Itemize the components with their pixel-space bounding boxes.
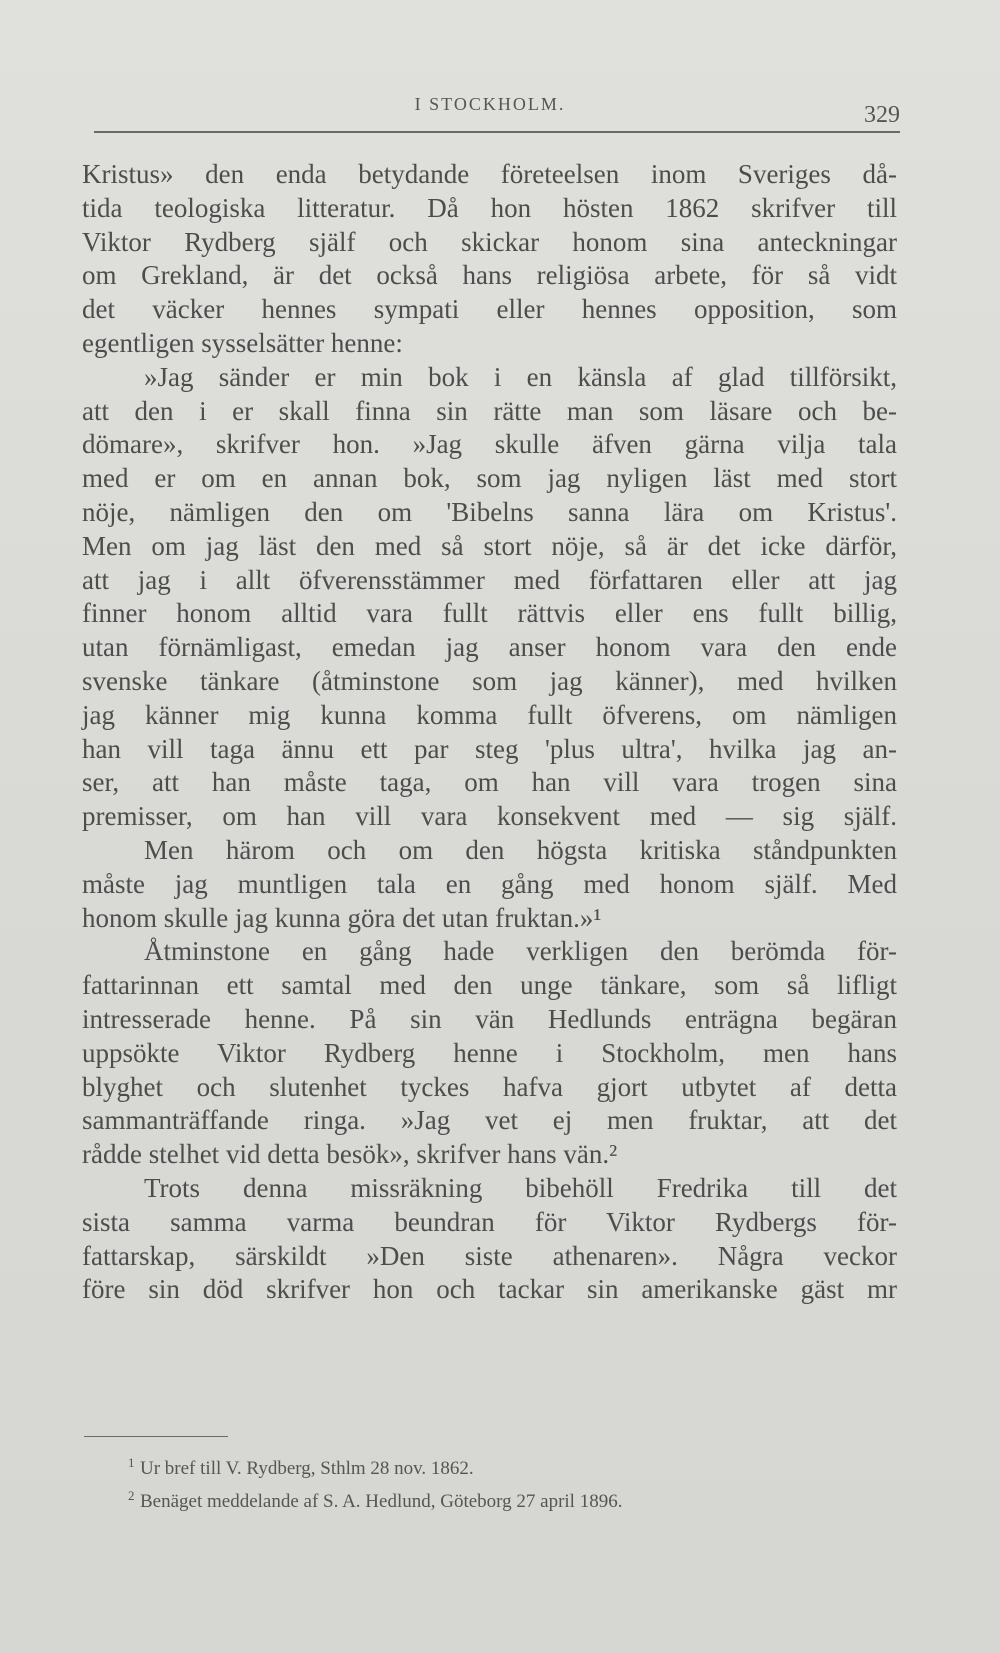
text-line: nöje, nämligen den om 'Bibelns sanna lära om Kristus'. bbox=[82, 496, 897, 527]
text-line: intresserade henne. På sin vän Hedlunds enträgna begäran bbox=[82, 1003, 897, 1034]
text-line: premisser, om han vill vara konsekvent med — sig själf. bbox=[82, 801, 897, 832]
text-line: svenske tänkare (åtminstone som jag känner), med hvilken bbox=[82, 665, 897, 696]
text-line: fattarinnan ett samtal med den unge tänkare, som så lifligt bbox=[82, 970, 897, 1001]
text-line: Trots denna missräkning bibehöll Fredrika till det bbox=[144, 1172, 897, 1203]
text-line: egentligen sysselsätter henne: bbox=[82, 327, 403, 358]
text-line: måste jag muntligen tala en gång med honom själf. Med bbox=[82, 868, 897, 899]
text-line: med er om en annan bok, som jag nyligen läst med stort bbox=[82, 463, 897, 494]
text-line: »Jag sänder er min bok i en känsla af glad tillförsikt, bbox=[144, 361, 897, 392]
footnote-marker: 2 bbox=[128, 1488, 135, 1503]
text-line: om Grekland, är det också hans religiösa arbete, för så vidt bbox=[82, 260, 897, 291]
footnote-text: Ur bref till V. Rydberg, Sthlm 28 nov. 1862. bbox=[140, 1458, 474, 1479]
text-line: sammanträffande ringa. »Jag vet ej men fruktar, att det bbox=[82, 1105, 897, 1136]
text-line: Viktor Rydberg själf och skickar honom sina anteckningar bbox=[82, 226, 897, 257]
header-rule bbox=[94, 131, 900, 133]
footnote bbox=[128, 1485, 900, 1518]
text-line: rådde stelhet vid detta besök», skrifver hans vän.² bbox=[82, 1139, 618, 1170]
text-line: jag känner mig kunna komma fullt öfverens, om nämligen bbox=[82, 699, 897, 730]
text-line: dömare», skrifver hon. »Jag skulle äfven gärna vilja tala bbox=[82, 429, 897, 460]
text-line: Åtminstone en gång hade verkligen den berömda för- bbox=[144, 936, 897, 967]
page-number: 329 bbox=[864, 102, 900, 128]
text-line: att jag i allt öfverensstämmer med författaren eller att jag bbox=[82, 564, 897, 595]
text-line: ser, att han måste taga, om han vill vara trogen sina bbox=[82, 767, 897, 798]
text-line: Men härom och om den högsta kritiska ståndpunkten bbox=[144, 834, 897, 865]
text-line: Kristus» den enda betydande företeelsen inom Sveriges då- bbox=[82, 159, 897, 189]
text-line: sista samma varma beundran för Viktor Rydbergs för- bbox=[82, 1206, 897, 1237]
text-line: blyghet och slutenhet tyckes hafva gjort utbytet af detta bbox=[82, 1071, 897, 1102]
footnote-text: Benäget meddelande af S. A. Hedlund, Göteborg 27 april 1896. bbox=[140, 1491, 623, 1512]
text-line: fattarskap, särskildt »Den siste athenaren». Några veckor bbox=[82, 1240, 897, 1271]
text-line: det väcker hennes sympati eller hennes opposition, som bbox=[82, 294, 897, 325]
footnotes bbox=[128, 1452, 900, 1518]
text-line: han vill taga ännu ett par steg 'plus ultra', hvilka jag an- bbox=[82, 733, 897, 764]
footnote-rule bbox=[84, 1436, 228, 1437]
body-text bbox=[82, 158, 897, 1307]
footnote bbox=[128, 1452, 900, 1485]
text-line: Men om jag läst den med så stort nöje, så är det icke därför, bbox=[82, 530, 897, 561]
text-line: uppsökte Viktor Rydberg henne i Stockholm, men hans bbox=[82, 1037, 897, 1068]
text-line: utan förnämligast, emedan jag anser honom vara den ende bbox=[82, 632, 897, 663]
text-line: att den i er skall finna sin rätte man som läsare och be- bbox=[82, 395, 897, 426]
running-head bbox=[80, 94, 900, 134]
footnote-marker: 1 bbox=[128, 1455, 135, 1470]
text-line: honom skulle jag kunna göra det utan fruktan.»¹ bbox=[82, 902, 602, 933]
text-line: före sin död skrifver hon och tackar sin amerikanske gäst mr bbox=[82, 1274, 897, 1305]
text-line: finner honom alltid vara fullt rättvis eller ens fullt billig, bbox=[82, 598, 897, 629]
running-title: I STOCKHOLM. bbox=[414, 94, 566, 114]
text-line: tida teologiska litteratur. Då hon hösten 1862 skrifver till bbox=[82, 192, 897, 223]
